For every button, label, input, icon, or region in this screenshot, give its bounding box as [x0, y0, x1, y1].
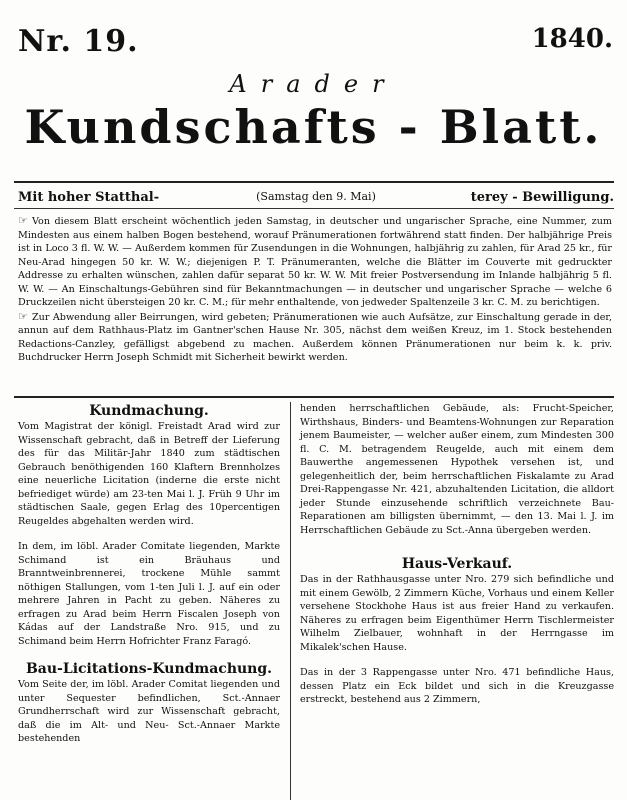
- notice-paragraph: Vom Magistrat der königl. Freistadt Arad wird zur Wissenschaft gebracht, daß in Betreff der Lieferung des für das Militär-Jahr 1840 zum städtischen Gebrauch benöthigenden 160 Klaftern Brennholzes eine neuerliche Licitation (inderne die erste nicht befriediget würde) am 23-ten Mai l. J. Früh 9 Uhr im städtischen Saale, gegen Erlag des 10percentigen Reugeldes abgehalten werden wird.: [18, 421, 280, 527]
- column-divider: [290, 402, 291, 800]
- subheader-date: (Samstag den 9. Mai): [256, 190, 376, 203]
- intro-paragraph: ☞ Von diesem Blatt erscheint wöchentlich jeden Samstag, in deutscher und ungarischer Sprache, eine Nummer, zum Mindesten aus einem halben Bogen bestehend, worauf Pränumerationen fortwährend statt finden. Der halbjährige Preis ist in Loco 3 fl. W. W. — Außerdem kommen für Zusendungen in die Wohnungen, halbjährig zu zahlen, für Arad 25 kr., für Neu-Arad hingegen 50 kr. W. W.; diejenigen P. T. Pränumeranten, welche die Blätter im Couverte mit gedruckter Addresse zu erhalten wünschen, zahlen dafür separat 50 kr. W. W. Mit freier Postversendung im Inlande halbjährig 5 fl. W. W. — An Einschaltungs-Gebühren sind für Bekanntmachungen — in deutscher und ungarischer Sprache — welche 6 Druckzeilen nicht übersteigen 20 kr. C. M.; für mehr enthaltende, von jedweder Spaltenzeile 3 kr. C. M. zu berichtigen.: [18, 214, 612, 309]
- masthead-rule-top: [14, 181, 614, 183]
- notice-paragraph: Vom Seite der, im löbl. Arader Comitat liegenden und unter Sequester befindlichen, Sct.-Annaer Grundherrschaft wird zur Wissenschaft gebracht, daß die im Alt- und Neu- Sct.-Annaer Markte bestehenden: [18, 679, 280, 744]
- heading-kundmachung: Kundmachung.: [89, 403, 209, 419]
- masthead-subtitle: Arader: [229, 70, 398, 98]
- issue-year: 1840.: [531, 24, 613, 54]
- notice-paragraph: Das in der 3 Rappengasse unter Nro. 471 befindliche Haus, dessen Platz ein Eck bildet und sich in die Kreuzgasse erstreckt, bestehend aus 2 Zimmern,: [300, 667, 614, 705]
- pointing-hand-icon: ☞: [18, 214, 28, 227]
- masthead-rule-bottom: [14, 208, 614, 209]
- left-column: [18, 402, 280, 746]
- heading-haus-verkauf: Haus-Verkauf.: [401, 556, 513, 572]
- notice-paragraph: In dem, im löbl. Arader Comitate liegenden, Markte Schimand ist ein Bräuhaus und Branntweinbrennerei, trockene Mühle sammt nöthigen Stallungen, vom 1-ten Juli l. J. auf ein oder mehrere Jahren in Pacht zu geben. Näheres zu erfragen zu Arad beim Herrn Fiscalen Joseph von Kádas auf der Landstraße Nro. 915, und zu Schimand beim Herrn Hofrichter Franz Faragó.: [18, 541, 280, 647]
- notice-paragraph: Das in der Rathhausgasse unter Nro. 279 sich befindliche und mit einem Gewölb, 2 Zimmern Küche, Vorhaus und einem Keller versehene Stockhohe Haus ist aus freier Hand zu verkaufen. Näheres zu erfragen beim Eigenthümer Herrn Tischlermeister Wilhelm Zielbauer, wohnhaft in der Herrngasse im Mikalek'schen Hause.: [300, 574, 614, 653]
- right-column: [300, 402, 614, 707]
- masthead-title: Kundschafts - Blatt.: [24, 100, 603, 154]
- intro-notice: [18, 214, 612, 365]
- heading-bau-licitation: Bau-Licitations-Kundmachung.: [25, 661, 273, 677]
- subheader-left: Mit hoher Statthal-: [18, 190, 160, 205]
- issue-number: Nr. 19.: [18, 24, 139, 59]
- pointing-hand-icon: ☞: [18, 309, 28, 323]
- subheader-right: terey - Bewilligung.: [470, 190, 614, 205]
- notice-paragraph: henden herrschaftlichen Gebäude, als: Frucht-Speicher, Wirthshaus, Binders- und Beamtens-Wohnungen zur Reparation jenem Baumeister, — welcher außer einem, zum Mindesten 300 fl. C. M. betragendem Reugelde, auch mit einem dem Bauwerthe angemessenen Hypothek versehen ist, und gelegenheitlich der, beim herrschaftlichen Fiskalamte zu Arad Drei-Rappengasse Nr. 421, abzuhaltenden Licitation, die alldort jeder Stunde einzusehende schriftlich verzeichnete Bau-Reparationen am billigsten übernimmt, — den 13. Mai l. J. im Herrschaftlichen Gebäude zu Sct.-Anna übergeben werden.: [300, 403, 614, 536]
- section-rule: [14, 396, 614, 398]
- intro-paragraph: ☞ Zur Abwendung aller Beirrungen, wird gebeten; Pränumerationen wie auch Aufsätze, zur Einschaltung gerade in der, annun auf dem Rathhaus-Platz im Gantner'schen Hause Nr. 305, nächst dem weißen Kreuz, im 1. Stock bestehenden Redactions-Canzley, gefälligst abgebend zu machen. Außerdem können Pränumerationen nur beim k. k. priv. Buchdrucker Herrn Joseph Schmidt mit Sicherheit bewirkt werden.: [18, 309, 612, 364]
